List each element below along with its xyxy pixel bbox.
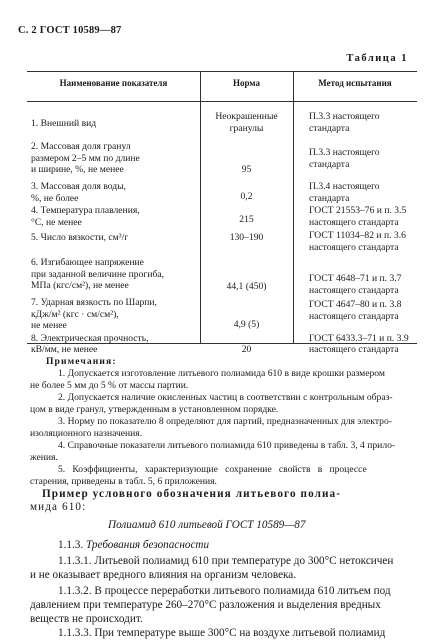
table-cell-norm: 44,1 (450): [226, 281, 267, 292]
table-cell-name: 7. Ударная вязкость по Шарпи, кДж/м² (кгс · см/см²), не менее: [31, 297, 157, 331]
table-cell-name: 3. Массовая доля воды, %, не более: [31, 181, 127, 204]
table-cell-norm: 130–190: [229, 232, 264, 243]
column-header-norm: Норма: [233, 78, 260, 88]
notes-title: Примечания:: [46, 356, 117, 367]
table-column-divider: [293, 71, 294, 343]
table-cell-norm-cont: 20: [241, 344, 252, 355]
example-title-cont: мида 610:: [30, 501, 87, 513]
column-header-name: Наименование показателя: [59, 78, 168, 88]
table-cell-method-cont: настоящего стандарта: [309, 344, 399, 355]
table-cell-method: ГОСТ 11034–82 и п. 3.6 настоящего стандарта: [309, 230, 406, 253]
table-cell-name-cont: кВ/мм, не менее: [31, 344, 98, 355]
table-cell-norm: 0,2: [240, 191, 253, 202]
section-heading: 1.1.3. Требования безопасности: [58, 539, 210, 551]
table-cell-norm: 95: [241, 164, 252, 175]
table-cell-method: ГОСТ 4647–80 и п. 3.8 настоящего стандарта: [309, 299, 402, 322]
table-cell-method: П.3.3 настоящего стандарта: [309, 111, 380, 134]
section-line: давлением при температуре 260–270°С разложения и выделения вредных: [30, 599, 381, 611]
note-line: 2. Допускается наличие окисленных частиц в соответствии с контрольным образ-: [58, 392, 393, 403]
column-header-method: Метод испытания: [318, 78, 392, 88]
note-line: 1. Допускается изготовление литьевого полиамида 610 в виде крошки размером: [58, 368, 385, 379]
table-cell-method: ГОСТ 6433.3–71 и п. 3.9: [309, 333, 409, 344]
example-designation: Полиамид 610 литьевой ГОСТ 10589—87: [108, 519, 306, 531]
table-cell-method: ГОСТ 4648–71 и п. 3.7 настоящего стандарта: [309, 273, 402, 296]
section-line: веществ не происходит.: [30, 613, 143, 625]
section-line: и не оказывает вредного влияния на организм человека.: [30, 569, 297, 581]
table-cell-name: 1. Внешний вид: [31, 118, 97, 129]
note-line: 4. Справочные показатели литьевого полиамида 610 приведены в табл. 3, 4 прило-: [58, 440, 396, 451]
note-line: изоляционного назначения.: [30, 428, 143, 439]
table-cell-name: 4. Температура плавления, °С, не менее: [31, 205, 140, 228]
table-cell-method: П.3.4 настоящего стандарта: [309, 181, 380, 204]
table-cell-name: 8. Электрическая прочность,: [31, 333, 149, 344]
section-line: 1.1.3.1. Литьевой полиамид 610 при температуре до 300°С нетоксичен: [58, 555, 394, 567]
example-title: Пример условного обозначения литьевого полиа-: [42, 488, 342, 500]
properties-table: [27, 71, 417, 343]
note-line: цом в виде гранул, утвержденным в установленном порядке.: [30, 404, 279, 415]
table-cell-name: 5. Число вязкости, см³/г: [31, 232, 129, 243]
table-cell-norm: Неокрашенные гранулы: [215, 111, 278, 134]
note-line: 5. Коэффициенты, характеризующие сохранение свойств в процессе: [58, 464, 367, 475]
page-header: С. 2 ГОСТ 10589—87: [18, 25, 122, 36]
table-top-rule: [27, 71, 417, 72]
table-cell-name: 6. Изгибающее напряжение при заданной величине прогиба, МПа (кгс/см²), не менее: [31, 257, 164, 291]
note-line: старения, приведены в табл. 5, 6 приложения.: [30, 476, 217, 487]
note-line: жения.: [30, 452, 58, 463]
table-cell-method: П.3.3 настоящего стандарта: [309, 147, 380, 170]
table-cell-norm: 215: [239, 214, 254, 225]
table-cell-norm: 4,9 (5): [233, 319, 260, 330]
table-cell-method: ГОСТ 21553–76 и п. 3.5 настоящего стандарта: [309, 205, 407, 228]
table-header-rule: [27, 101, 417, 102]
section-line: 1.1.3.3. При температуре выше 300°С на воздухе литьевой полиамид: [58, 627, 386, 639]
note-line: 3. Норму по показателю 8 определяют для партий, предназначенных для электро-: [58, 416, 392, 427]
table-label: Таблица 1: [346, 53, 408, 64]
note-line: не более 5 мм до 5 % от массы партии.: [30, 380, 189, 391]
table-cell-name: 2. Массовая доля гранул размером 2–5 мм по длине и ширине, %, не менее: [31, 141, 140, 175]
section-line: 1.1.3.2. В процессе переработки литьевого полиамида 610 литьем под: [58, 585, 391, 597]
